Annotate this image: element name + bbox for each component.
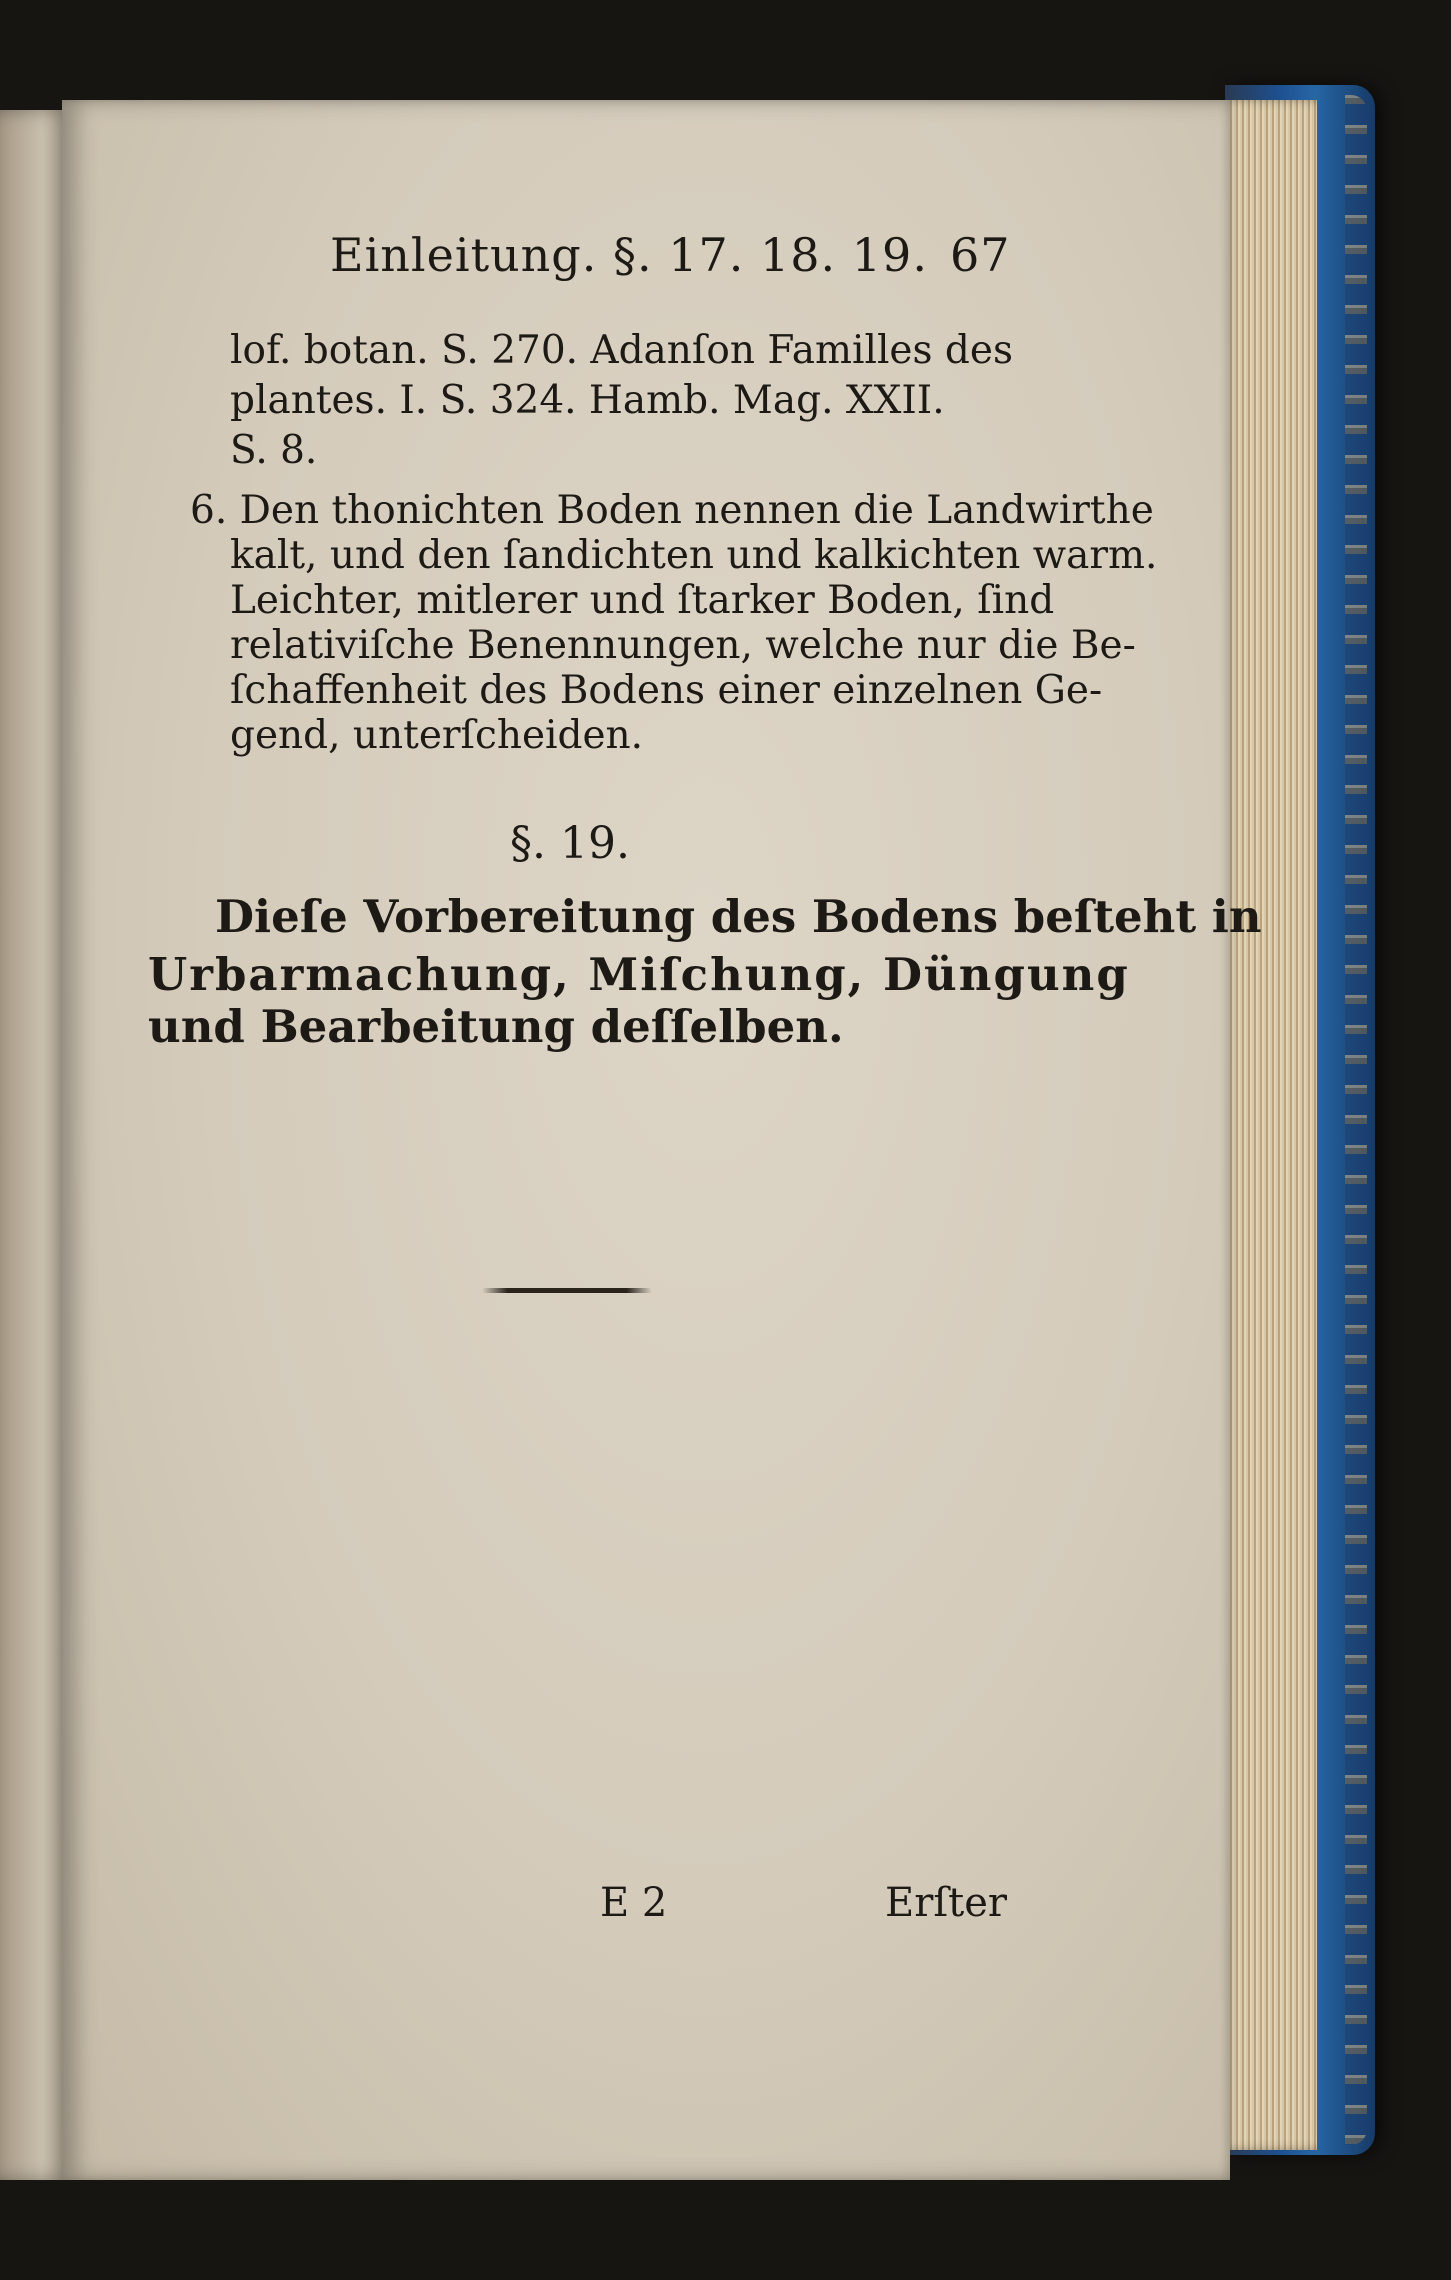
page-number: 67: [950, 228, 1011, 282]
page-edges: [1222, 100, 1317, 2150]
header-title: Einleitung. §. 17. 18. 19.: [330, 228, 928, 282]
text-line: relativiſche Benennungen, welche nur die Be-: [230, 623, 1136, 668]
section-heading: §. 19.: [510, 818, 630, 869]
left-page-edge: [0, 110, 70, 2180]
running-header: [330, 228, 1011, 282]
text-line: kalt, und den ſandichten und kalkichten warm.: [230, 533, 1158, 578]
text-line: S. 8.: [230, 428, 318, 473]
signature-mark: E 2: [600, 1880, 668, 1926]
decorative-rule: [482, 1288, 652, 1293]
text-line: plantes. I. S. 324. Hamb. Mag. XXII.: [230, 378, 945, 423]
text-line: 6. Den thonichten Boden nennen die Landwirthe: [190, 488, 1154, 533]
main-text-line: und Bearbeitung deſſelben.: [148, 1000, 844, 1053]
text-line: lof. botan. S. 270. Adanſon Familles des: [230, 328, 1013, 373]
text-line: Leichter, mitlerer und ſtarker Boden, ſind: [230, 578, 1055, 623]
catchword: Erſter: [885, 1880, 1007, 1926]
text-line: ſchaffenheit des Bodens einer einzelnen Ge-: [230, 668, 1103, 713]
main-text-line: Urbarmachung, Miſchung, Düngung: [148, 948, 1130, 1001]
text-line: gend, unterſcheiden.: [230, 713, 644, 758]
main-text-line: Dieſe Vorbereitung des Bodens beſteht in: [215, 890, 1262, 943]
